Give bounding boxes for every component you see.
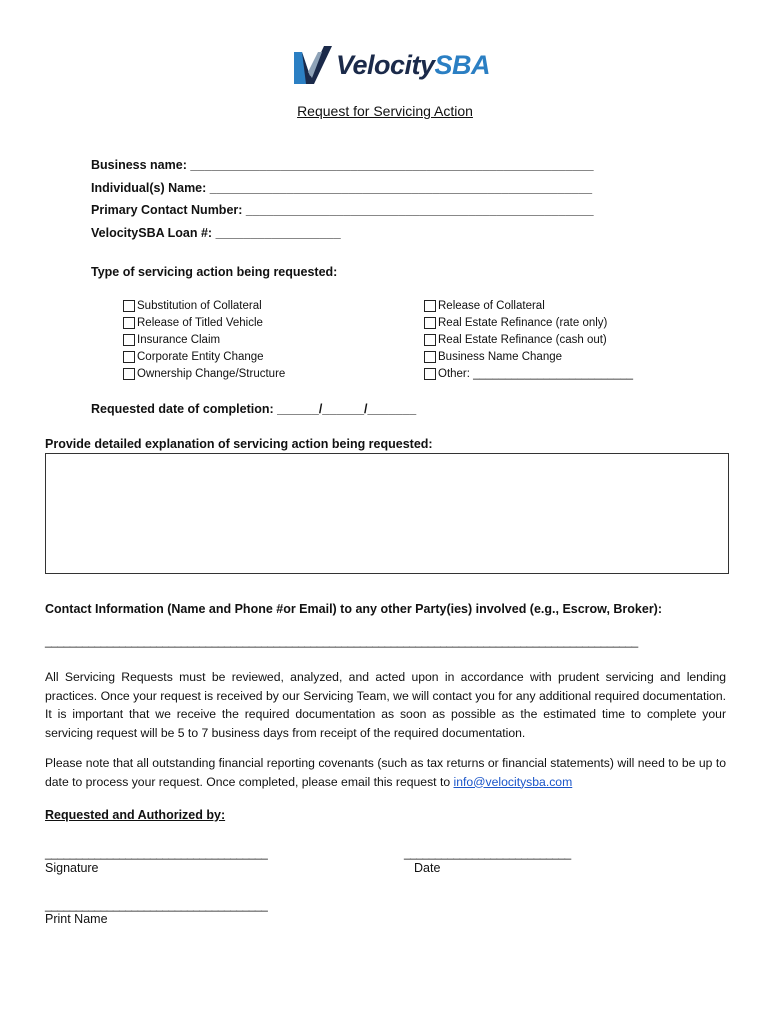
- servicing-requests-paragraph: All Servicing Requests must be reviewed, analyzed, and acted upon in accordance with prudent servicing and lending practices. Once your request is received by our Servicing Team, we will contact you for any additional required documentation. It is important that we receive the required documentation as soon as possible as the estimated time to complete your servicing request will be 5 to 7 business days from receipt of the required documentation.: [45, 670, 726, 740]
- option-label: Business Name Change: [438, 350, 563, 363]
- contact-info-label: Contact Information (Name and Phone #or Email) to any other Party(ies) involved (e.g., Escrow, Broker):: [45, 602, 663, 616]
- explanation-textarea[interactable]: [45, 453, 729, 574]
- date-label: Date: [414, 861, 441, 875]
- checkbox[interactable]: [424, 334, 436, 346]
- date-line[interactable]: ___________________________: [404, 846, 571, 860]
- checkbox[interactable]: [424, 368, 436, 380]
- option-label: Other: _________________________: [438, 367, 634, 380]
- option-label: Ownership Change/Structure: [137, 367, 286, 380]
- checkbox[interactable]: [123, 300, 135, 312]
- option-insurance-claim[interactable]: [123, 331, 285, 348]
- logo-wordmark: [336, 50, 490, 81]
- logo-text-velocity: Velocity: [336, 50, 435, 80]
- email-link[interactable]: info@velocitysba.com: [453, 774, 573, 789]
- individual-name-field[interactable]: [91, 181, 592, 195]
- print-name-line[interactable]: ____________________________________: [45, 898, 268, 912]
- velocitysba-mark-icon: [292, 44, 332, 88]
- authorized-label: Requested and Authorized by:: [45, 808, 226, 822]
- reporting-covenants-paragraph: [45, 754, 726, 791]
- checkbox[interactable]: [123, 351, 135, 363]
- option-label: Release of Collateral: [438, 299, 545, 312]
- contact-info-line[interactable]: ________________________________________________________________________________________________: [45, 634, 638, 648]
- option-label: Corporate Entity Change: [137, 350, 264, 363]
- option-label: Release of Titled Vehicle: [137, 316, 263, 329]
- business-name-field[interactable]: [91, 158, 594, 172]
- servicing-type-label: Type of servicing action being requested:: [91, 265, 338, 279]
- completion-date-field[interactable]: Requested date of completion: ______/______/_______: [91, 402, 417, 416]
- checkbox[interactable]: [123, 317, 135, 329]
- primary-contact-blank[interactable]: __________________________________________________: [245, 203, 594, 217]
- option-substitution-of-collateral[interactable]: [123, 297, 285, 314]
- logo-text-sba: SBA: [434, 50, 491, 80]
- option-ownership-change[interactable]: [123, 365, 285, 382]
- checkbox[interactable]: [424, 300, 436, 312]
- business-name-blank[interactable]: __________________________________________________________: [190, 158, 594, 172]
- velocitysba-logo: [292, 44, 491, 88]
- explanation-label: Provide detailed explanation of servicing action being requested:: [45, 437, 433, 451]
- loan-number-field[interactable]: [91, 226, 341, 240]
- option-other[interactable]: [424, 365, 633, 382]
- primary-contact-field[interactable]: [91, 203, 594, 217]
- checkbox[interactable]: [424, 317, 436, 329]
- checkbox[interactable]: [424, 351, 436, 363]
- print-name-label: Print Name: [45, 912, 108, 926]
- option-label: Real Estate Refinance (rate only): [438, 316, 608, 329]
- option-refinance-rate-only[interactable]: [424, 314, 633, 331]
- form-title: Request for Servicing Action: [297, 103, 473, 119]
- primary-contact-label: Primary Contact Number:: [91, 203, 243, 217]
- individual-name-blank[interactable]: _______________________________________________________: [209, 181, 593, 195]
- checkbox[interactable]: [123, 368, 135, 380]
- loan-number-label: VelocitySBA Loan #:: [91, 226, 213, 240]
- option-corporate-entity-change[interactable]: [123, 348, 285, 365]
- reporting-covenants-text: Please note that all outstanding financial reporting covenants (such as tax returns or financial statements) will need to be up to date to process your request. Once completed, please email this request to: [45, 756, 726, 789]
- signature-label: Signature: [45, 861, 99, 875]
- option-release-of-titled-vehicle[interactable]: [123, 314, 285, 331]
- option-label: Real Estate Refinance (cash out): [438, 333, 607, 346]
- individual-name-label: Individual(s) Name:: [91, 181, 207, 195]
- checkbox[interactable]: [123, 334, 135, 346]
- option-label: Substitution of Collateral: [137, 299, 262, 312]
- business-name-label: Business name:: [91, 158, 187, 172]
- option-business-name-change[interactable]: [424, 348, 633, 365]
- signature-line[interactable]: ____________________________________: [45, 846, 268, 860]
- options-left-column: [123, 297, 285, 382]
- loan-number-blank[interactable]: __________________: [215, 226, 341, 240]
- option-release-of-collateral[interactable]: [424, 297, 633, 314]
- option-refinance-cash-out[interactable]: [424, 331, 633, 348]
- option-label: Insurance Claim: [137, 333, 221, 346]
- options-right-column: [424, 297, 633, 382]
